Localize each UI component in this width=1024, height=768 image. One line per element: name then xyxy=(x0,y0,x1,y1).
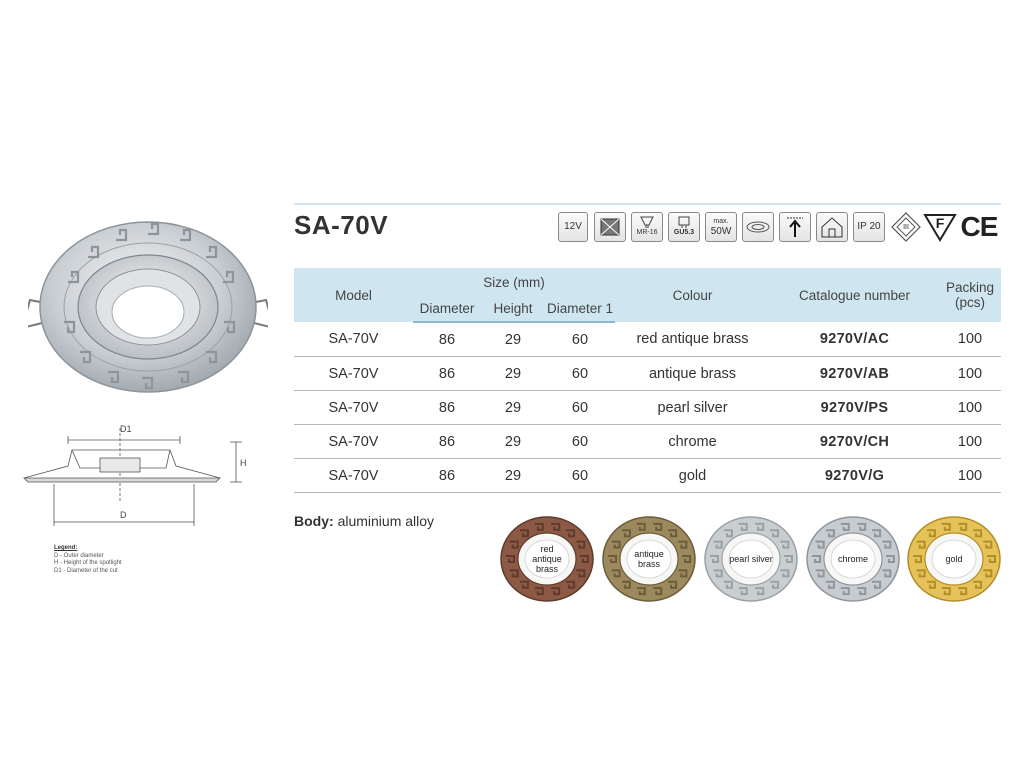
dimension-d-label: D xyxy=(120,510,127,520)
body-material-note xyxy=(294,513,434,529)
transformer-icon xyxy=(594,212,626,242)
dimension-d1-label: D1 xyxy=(120,424,132,434)
cell-height: 29 xyxy=(481,322,545,357)
socket-symbol xyxy=(677,216,691,228)
indoor-use-icon xyxy=(816,212,848,242)
lamp-type-label: MR-16 xyxy=(636,229,658,236)
header-diameter1: Diameter 1 xyxy=(545,296,615,322)
swatch-pearl-silver xyxy=(704,515,798,603)
ip-rating-label: IP 20 xyxy=(857,221,881,232)
cell-packing: 100 xyxy=(939,425,1001,459)
recessed-lamp-icon xyxy=(742,212,774,242)
cell-diameter: 86 xyxy=(413,425,481,459)
cell-diameter: 86 xyxy=(413,391,481,425)
table-row xyxy=(294,391,1001,425)
socket-icon xyxy=(668,212,700,242)
header-packing xyxy=(939,268,1001,322)
product-photo xyxy=(28,212,268,402)
cell-model: SA-70V xyxy=(294,357,413,391)
cell-packing: 100 xyxy=(939,391,1001,425)
cross-section-diagram xyxy=(20,418,260,530)
f-mark-icon xyxy=(923,210,957,244)
mounting-surface-icon xyxy=(779,212,811,242)
cell-catalogue: 9270V/AC xyxy=(770,322,939,357)
cell-colour: red antique brass xyxy=(615,322,770,357)
cell-diameter: 86 xyxy=(413,322,481,357)
swatch-label: red antique brass xyxy=(532,544,562,574)
cell-height: 29 xyxy=(481,357,545,391)
legend-item: D - Outer diameter xyxy=(54,552,104,559)
dimension-h-label: H xyxy=(240,458,247,468)
swatch-red-antique-brass xyxy=(500,515,594,603)
table-row xyxy=(294,459,1001,493)
legend xyxy=(54,545,234,575)
cell-height: 29 xyxy=(481,459,545,493)
table-row xyxy=(294,357,1001,391)
header-diameter: Diameter xyxy=(413,296,481,322)
cell-diameter1: 60 xyxy=(545,459,615,493)
cell-diameter1: 60 xyxy=(545,425,615,459)
cell-height: 29 xyxy=(481,391,545,425)
header-colour: Colour xyxy=(615,268,770,322)
swatch-antique-brass xyxy=(602,515,696,603)
socket-label: GU5.3 xyxy=(673,229,695,236)
title-divider xyxy=(294,203,1001,205)
max-power-icon xyxy=(705,212,737,242)
lamp-mr16-icon xyxy=(631,212,663,242)
product-title: SA-70V xyxy=(294,210,389,240)
swatch-gold xyxy=(907,515,1001,603)
swatch-label: pearl silver xyxy=(729,554,773,564)
table-row xyxy=(294,322,1001,357)
swatch-chrome xyxy=(806,515,900,603)
ce-mark-icon xyxy=(958,210,1000,244)
cell-catalogue: 9270V/AB xyxy=(770,357,939,391)
header-packing-label: Packing xyxy=(945,280,995,295)
cell-colour: antique brass xyxy=(615,357,770,391)
cell-colour: chrome xyxy=(615,425,770,459)
legend-title: Legend: xyxy=(54,545,78,551)
body-note-label: Body: xyxy=(294,513,334,529)
cell-model: SA-70V xyxy=(294,459,413,493)
class-iii-icon xyxy=(889,210,923,244)
header-model: Model xyxy=(294,268,413,322)
cell-colour: pearl silver xyxy=(615,391,770,425)
technical-drawing xyxy=(20,418,260,530)
ce-mark-label: CE xyxy=(960,211,998,242)
downlight-symbol xyxy=(745,218,771,236)
arrow-up-icon xyxy=(784,215,806,239)
header-height: Height xyxy=(481,296,545,322)
cell-packing: 100 xyxy=(939,357,1001,391)
header-catalogue: Catalogue number xyxy=(770,268,939,322)
voltage-label: 12V xyxy=(564,221,582,232)
cell-catalogue: 9270V/PS xyxy=(770,391,939,425)
house-icon xyxy=(819,215,845,239)
legend-item: D1 - Diameter of the cut xyxy=(54,567,118,574)
cell-diameter: 86 xyxy=(413,357,481,391)
header-packing-unit: (pcs) xyxy=(955,295,985,310)
class-mark-label: III xyxy=(903,223,909,231)
cell-packing: 100 xyxy=(939,322,1001,357)
cell-height: 29 xyxy=(481,425,545,459)
header-size-group: Size (mm) xyxy=(413,268,615,296)
legend-item: H - Height of the spotlight xyxy=(54,560,122,567)
max-power-value: 50W xyxy=(710,226,732,237)
bulb-symbol xyxy=(639,216,655,228)
transformer-symbol xyxy=(598,216,622,238)
f-mark-label: F xyxy=(935,215,945,231)
cell-catalogue: 9270V/CH xyxy=(770,425,939,459)
cell-diameter: 86 xyxy=(413,459,481,493)
cell-model: SA-70V xyxy=(294,425,413,459)
swatch-label: chrome xyxy=(837,554,868,564)
spec-table xyxy=(294,268,1001,493)
cell-diameter1: 60 xyxy=(545,322,615,357)
max-power-caption: max. xyxy=(713,218,729,225)
cell-model: SA-70V xyxy=(294,391,413,425)
cell-diameter1: 60 xyxy=(545,391,615,425)
cell-colour: gold xyxy=(615,459,770,493)
voltage-icon xyxy=(558,212,588,242)
cell-catalogue: 9270V/G xyxy=(770,459,939,493)
cell-model: SA-70V xyxy=(294,322,413,357)
swatch-label: gold xyxy=(945,554,963,564)
swatch-label: antique brass xyxy=(634,549,664,569)
cell-packing: 100 xyxy=(939,459,1001,493)
body-note-text: aluminium alloy xyxy=(337,513,435,529)
cell-diameter1: 60 xyxy=(545,357,615,391)
table-row xyxy=(294,425,1001,459)
ip-rating-icon xyxy=(853,212,885,242)
